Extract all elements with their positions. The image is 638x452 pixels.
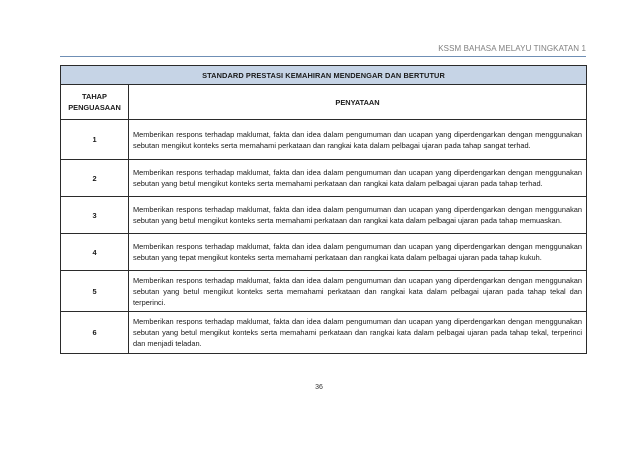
table-header-row [61,85,587,120]
table-row [61,312,587,354]
statement-cell: Memberikan respons terhadap maklumat, fakta dan idea dalam pengumuman dan ucapan yang diperdengarkan dengan menggunakan sebutan yang betul mengikut konteks serta memahami perkataan dan rangkai kata dalam pelbagai ujaran pada tahap tekal dan terperinci. [129,271,587,312]
column-header-level-line1: TAHAP [82,92,107,101]
level-cell: 2 [61,160,129,197]
statement-cell: Memberikan respons terhadap maklumat, fakta dan idea dalam pengumuman dan ucapan yang diperdengarkan dengan menggunakan sebutan yang tepat mengikut konteks serta memahami perkataan dan rangkai kata dalam pelbagai ujaran pada tahap kukuh. [129,234,587,271]
header-divider [60,56,586,57]
performance-standard-table [60,65,587,354]
page-number: 36 [315,384,323,391]
level-cell: 3 [61,197,129,234]
table-row [61,120,587,160]
level-cell: 4 [61,234,129,271]
statement-cell: Memberikan respons terhadap maklumat, fakta dan idea dalam pengumuman dan ucapan yang diperdengarkan dengan menggunakan sebutan yang betul mengikut konteks serta memahami perkataan dan rangkai kata dalam pelbagai ujaran pada tahap memuaskan. [129,197,587,234]
statement-cell: Memberikan respons terhadap maklumat, fakta dan idea dalam pengumuman dan ucapan yang diperdengarkan dengan menggunakan sebutan yang betul mengikut konteks serta memahami perkataan dan rangkai kata dalam pelbagai ujaran pada tahap terhad. [129,160,587,197]
table-title: STANDARD PRESTASI KEMAHIRAN MENDENGAR DAN BERTUTUR [61,66,587,85]
statement-cell: Memberikan respons terhadap maklumat, fakta dan idea dalam pengumuman dan ucapan yang diperdengarkan dengan menggunakan sebutan yang betul mengikut konteks serta memahami perkataan dan rangkai kata dalam pelbagai ujaran pada tahap tekal, terperinci dan menjadi teladan. [129,312,587,354]
level-cell: 5 [61,271,129,312]
table-title-row [61,66,587,85]
table-row [61,234,587,271]
column-header-level-line2: PENGUASAAN [68,103,121,112]
table-row [61,271,587,312]
level-cell: 1 [61,120,129,160]
statement-cell: Memberikan respons terhadap maklumat, fakta dan idea dalam pengumuman dan ucapan yang diperdengarkan dengan menggunakan sebutan mengikut konteks serta memahami perkataan dan rangkai kata dalam pelbagai ujaran pada tahap sangat terhad. [129,120,587,160]
table-row [61,197,587,234]
running-header: KSSM BAHASA MELAYU TINGKATAN 1 [438,44,586,53]
level-cell: 6 [61,312,129,354]
column-header-statement: PENYATAAN [129,85,587,120]
table-row [61,160,587,197]
column-header-level [61,85,129,120]
